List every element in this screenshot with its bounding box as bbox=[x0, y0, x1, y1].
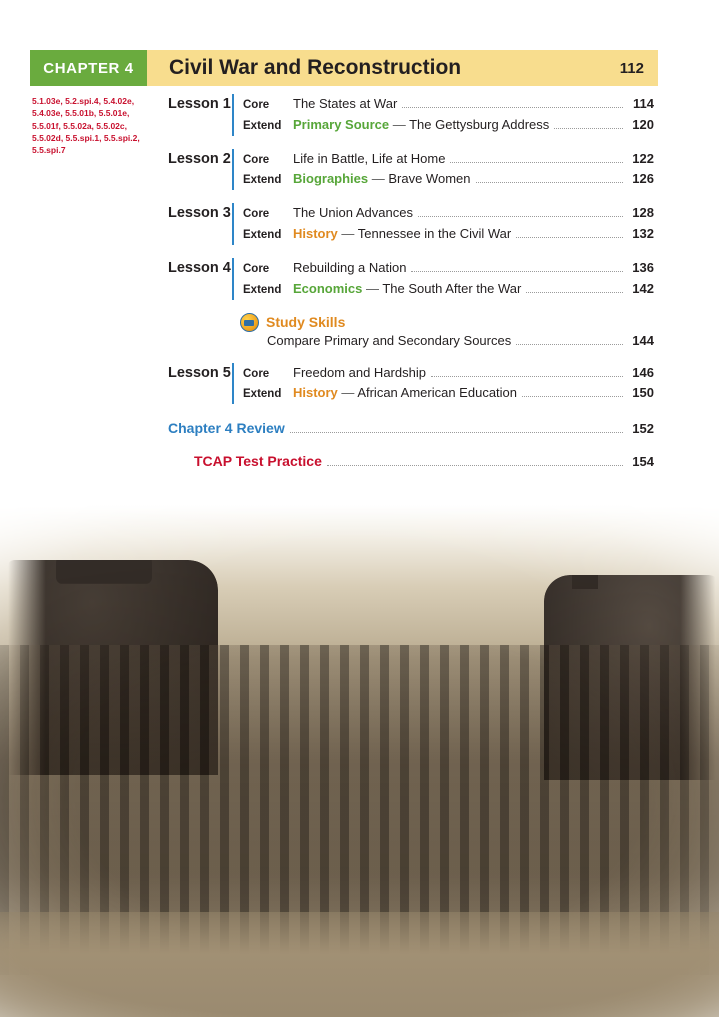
row-kind: Core bbox=[243, 208, 270, 221]
row-kind: Core bbox=[243, 153, 270, 166]
lesson-block bbox=[168, 203, 654, 245]
row-title bbox=[293, 115, 549, 135]
row-page: 114 bbox=[633, 96, 654, 111]
study-skills-block bbox=[240, 313, 654, 349]
row-page: 136 bbox=[632, 259, 654, 275]
study-skills-icon bbox=[240, 313, 259, 332]
row-page: 122 bbox=[632, 150, 654, 166]
lesson-rows bbox=[232, 203, 654, 245]
row-kind: Extend bbox=[243, 388, 282, 401]
dot-leader bbox=[431, 376, 623, 377]
tcap-test-practice-row[interactable] bbox=[168, 453, 654, 470]
row-page: 128 bbox=[632, 205, 654, 221]
dot-leader bbox=[450, 162, 623, 163]
row-kind: Core bbox=[243, 367, 270, 380]
row-title: Rebuilding a Nation bbox=[293, 259, 407, 275]
lesson-rows bbox=[232, 258, 654, 300]
row-kind: Extend bbox=[243, 174, 282, 187]
row-title bbox=[293, 383, 517, 403]
chapter-start-page: 112 bbox=[619, 59, 644, 77]
row-page: 126 bbox=[632, 171, 654, 187]
toc-row[interactable] bbox=[243, 149, 654, 170]
standards-codes: 5.1.03e, 5.2.spi.4, 5.4.02e, 5.4.03e, 5.5.01b, 5.5.01e, 5.5.01f, 5.5.02a, 5.5.02c, 5.5.02d, 5.5.spi.1, 5.5.spi.2, 5.5.spi.7 bbox=[32, 96, 140, 156]
lesson-block bbox=[168, 94, 654, 136]
row-kind: Extend bbox=[243, 119, 282, 132]
dot-leader bbox=[411, 271, 623, 272]
row-category: Primary Source bbox=[293, 116, 390, 132]
lesson-block bbox=[168, 149, 654, 191]
row-kind: Core bbox=[243, 99, 270, 111]
dot-leader bbox=[516, 237, 623, 238]
row-title: The Union Advances bbox=[293, 205, 413, 221]
row-category: Economics bbox=[293, 280, 363, 296]
toc-row[interactable] bbox=[240, 333, 654, 349]
toc-row[interactable] bbox=[243, 383, 654, 404]
lesson-label: Lesson 4 bbox=[168, 259, 231, 276]
lesson-label: Lesson 3 bbox=[168, 205, 231, 222]
row-kind: Core bbox=[243, 262, 270, 275]
dot-leader bbox=[402, 107, 623, 108]
row-category: History bbox=[293, 226, 338, 242]
golden-spike-ceremony-photograph bbox=[0, 505, 719, 1017]
dot-leader bbox=[516, 344, 623, 345]
row-page: 132 bbox=[632, 226, 654, 242]
lesson-block bbox=[168, 258, 654, 300]
row-page: 150 bbox=[632, 385, 654, 401]
chapter-number-tab: CHAPTER 4 bbox=[30, 50, 147, 86]
chapter-review-label: Chapter 4 Review bbox=[168, 420, 285, 437]
row-category: Biographies bbox=[293, 171, 369, 187]
row-title: Compare Primary and Secondary Sources bbox=[267, 332, 512, 348]
chapter-review-row[interactable] bbox=[168, 420, 654, 437]
toc-row[interactable] bbox=[243, 224, 654, 245]
row-subtitle: Tennessee in the Civil War bbox=[357, 226, 512, 242]
toc-row[interactable] bbox=[243, 363, 654, 384]
row-dash: — bbox=[389, 116, 410, 132]
toc-row[interactable] bbox=[243, 169, 654, 190]
row-title bbox=[293, 224, 511, 244]
row-subtitle: African American Education bbox=[357, 385, 518, 401]
row-subtitle: The South After the War bbox=[382, 280, 522, 296]
row-dash: — bbox=[362, 280, 383, 296]
row-page: 154 bbox=[632, 454, 654, 470]
toc-row[interactable] bbox=[243, 115, 654, 136]
study-skills-header bbox=[240, 313, 654, 332]
lesson-rows bbox=[232, 363, 654, 405]
dot-leader bbox=[526, 292, 623, 293]
row-kind: Extend bbox=[243, 229, 282, 242]
ground-foreground bbox=[0, 912, 719, 1017]
row-page: 120 bbox=[632, 116, 654, 132]
toc-row[interactable] bbox=[243, 279, 654, 300]
lesson-label: Lesson 5 bbox=[168, 364, 231, 381]
dot-leader bbox=[476, 182, 624, 183]
lesson-rows bbox=[232, 94, 654, 136]
row-dash: — bbox=[337, 385, 358, 401]
row-page: 146 bbox=[632, 364, 654, 380]
dot-leader bbox=[554, 128, 623, 129]
row-page: 152 bbox=[632, 421, 654, 437]
lesson-label: Lesson 1 bbox=[168, 96, 231, 112]
row-page: 142 bbox=[632, 280, 654, 296]
study-skills-title: Study Skills bbox=[266, 314, 346, 330]
row-subtitle: Brave Women bbox=[388, 171, 471, 187]
row-title bbox=[293, 279, 521, 299]
row-dash: — bbox=[337, 226, 358, 242]
row-title: Freedom and Hardship bbox=[293, 364, 426, 380]
row-category: History bbox=[293, 385, 338, 401]
toc-row[interactable] bbox=[243, 258, 654, 279]
row-kind: Extend bbox=[243, 283, 282, 296]
row-subtitle: The Gettysburg Address bbox=[409, 116, 550, 132]
lesson-label: Lesson 2 bbox=[168, 150, 231, 167]
dot-leader bbox=[418, 216, 623, 217]
chapter-title: Civil War and Reconstruction bbox=[169, 56, 462, 79]
toc-row[interactable] bbox=[243, 94, 654, 115]
lesson-block bbox=[168, 363, 654, 405]
toc-row[interactable] bbox=[243, 203, 654, 224]
row-dash: — bbox=[368, 171, 389, 187]
lesson-rows bbox=[232, 149, 654, 191]
row-title: The States at War bbox=[293, 96, 398, 111]
dot-leader bbox=[290, 432, 623, 433]
tcap-label: TCAP Test Practice bbox=[194, 453, 322, 470]
row-title bbox=[293, 169, 471, 189]
dot-leader bbox=[522, 396, 623, 397]
row-page: 144 bbox=[632, 332, 654, 348]
table-of-contents bbox=[168, 94, 654, 470]
dot-leader bbox=[327, 465, 623, 466]
chapter-header-banner bbox=[30, 50, 658, 86]
row-title: Life in Battle, Life at Home bbox=[293, 150, 446, 166]
